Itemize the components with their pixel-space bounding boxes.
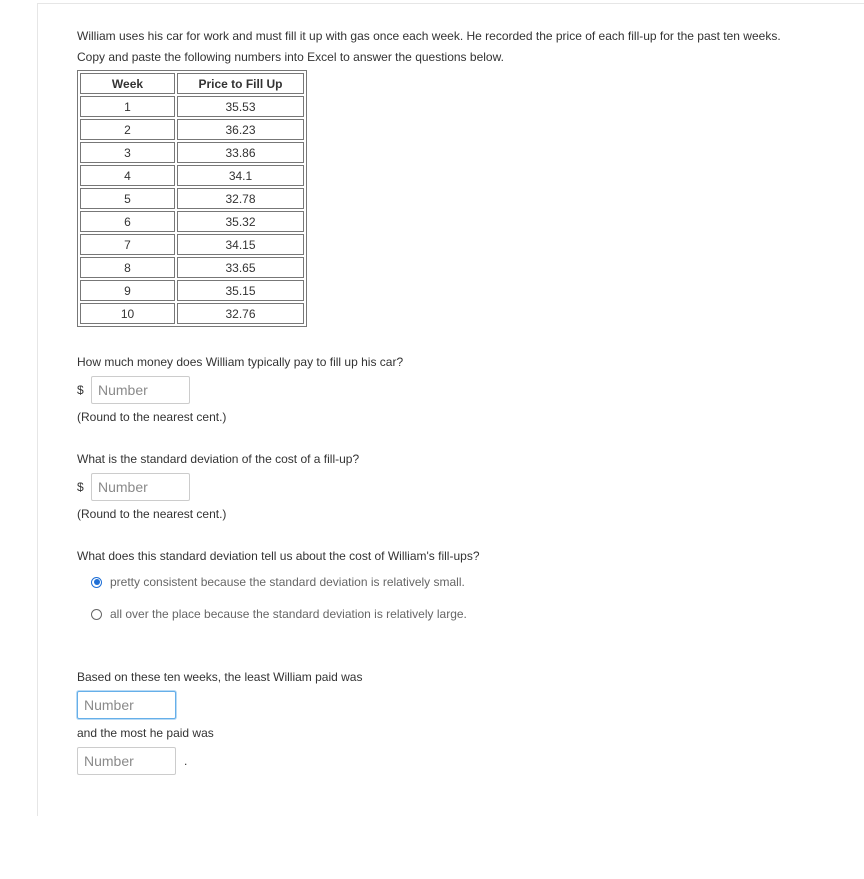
table-body: [80, 96, 304, 324]
week-cell: 6: [80, 211, 175, 232]
price-cell: 35.53: [177, 96, 304, 117]
table-row: [80, 119, 304, 140]
most-paid-input[interactable]: [77, 747, 176, 775]
week-cell: 10: [80, 303, 175, 324]
option-consistent[interactable]: [77, 575, 837, 589]
question-content: [77, 26, 837, 775]
most-paid-row: [77, 747, 837, 775]
price-cell: 32.78: [177, 188, 304, 209]
end-punctuation: .: [184, 754, 188, 768]
table-row: [80, 142, 304, 163]
week-cell: 9: [80, 280, 175, 301]
price-cell: 32.76: [177, 303, 304, 324]
question-standard-deviation: What is the standard deviation of the cost of a fill-up?: [77, 452, 360, 466]
table-row: [80, 303, 304, 324]
option-all-over-label: all over the place because the standard deviation is relatively large.: [110, 607, 467, 621]
left-divider: [37, 3, 38, 816]
table-row: [80, 280, 304, 301]
standard-deviation-row: [77, 473, 837, 501]
table-header-row: [80, 73, 304, 94]
week-cell: 2: [80, 119, 175, 140]
week-cell: 7: [80, 234, 175, 255]
table-row: [80, 257, 304, 278]
round-note: (Round to the nearest cent.): [77, 410, 227, 424]
week-cell: 8: [80, 257, 175, 278]
column-header-price: Price to Fill Up: [177, 73, 304, 94]
week-cell: 4: [80, 165, 175, 186]
price-cell: 35.32: [177, 211, 304, 232]
least-paid-input[interactable]: [77, 691, 176, 719]
most-paid-label: and the most he paid was: [77, 726, 214, 740]
price-cell: 34.1: [177, 165, 304, 186]
top-divider: [37, 3, 864, 4]
option-all-over[interactable]: [77, 607, 837, 621]
week-cell: 5: [80, 188, 175, 209]
price-cell: 33.86: [177, 142, 304, 163]
radio-button-unchecked[interactable]: [91, 609, 102, 620]
column-header-week: Week: [80, 73, 175, 94]
price-cell: 33.65: [177, 257, 304, 278]
price-cell: 35.15: [177, 280, 304, 301]
price-cell: 34.15: [177, 234, 304, 255]
week-cell: 3: [80, 142, 175, 163]
option-consistent-label: pretty consistent because the standard deviation is relatively small.: [110, 575, 465, 589]
typical-cost-input[interactable]: [91, 376, 190, 404]
round-note: (Round to the nearest cent.): [77, 507, 227, 521]
table-row: [80, 165, 304, 186]
currency-symbol: $: [77, 383, 84, 397]
currency-symbol: $: [77, 480, 84, 494]
intro-line-2: Copy and paste the following numbers into Excel to answer the questions below.: [77, 50, 504, 64]
week-cell: 1: [80, 96, 175, 117]
radio-button-checked[interactable]: [91, 577, 102, 588]
question-interpretation: What does this standard deviation tell us about the cost of William's fill-ups?: [77, 549, 480, 563]
typical-cost-row: [77, 376, 837, 404]
standard-deviation-input[interactable]: [91, 473, 190, 501]
table-row: [80, 188, 304, 209]
table-row: [80, 211, 304, 232]
table-row: [80, 96, 304, 117]
intro-line-1: William uses his car for work and must fill it up with gas once each week. He recorded the price of each fill-up for the past ten weeks.: [77, 29, 781, 43]
data-table: [77, 70, 307, 327]
question-typical-cost: How much money does William typically pay to fill up his car?: [77, 355, 404, 369]
least-paid-label: Based on these ten weeks, the least William paid was: [77, 670, 363, 684]
table-row: [80, 234, 304, 255]
price-cell: 36.23: [177, 119, 304, 140]
